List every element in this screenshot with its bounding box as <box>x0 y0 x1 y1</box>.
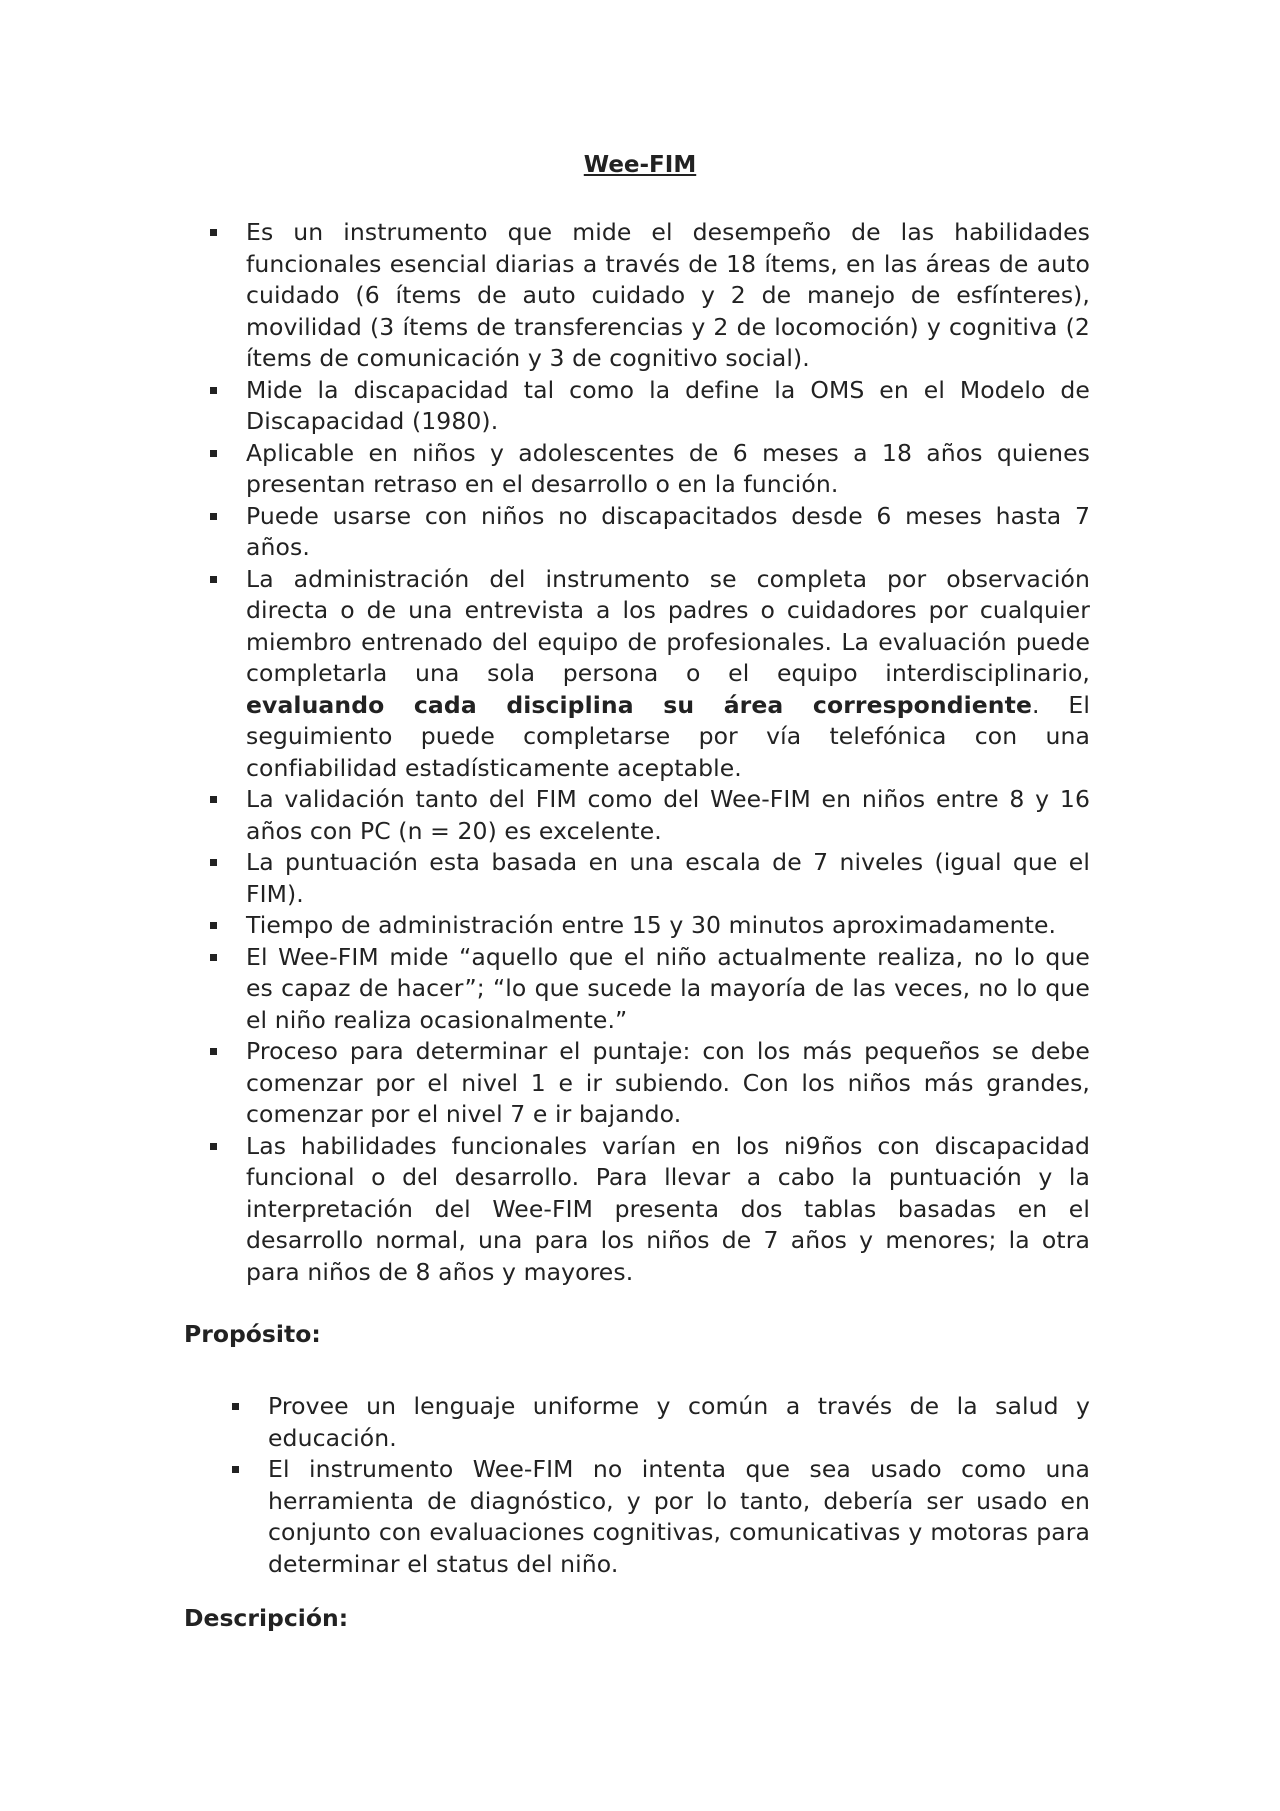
list-item-text-part: La administración del instrumento se completa por observación directa o de una entrevista a los padres o cuidadores por cualquier miembro entrenado del equipo de profesionales. La evaluación puede completarla una sola persona o el equipo interdisciplinario, <box>246 564 1090 687</box>
list-item <box>210 501 1090 564</box>
list-item <box>210 784 1090 847</box>
list-item-text: La validación tanto del FIM como del Wee-FIM en niños entre 8 y 16 años con PC (n = 20) es excelente. <box>246 785 1090 845</box>
list-item-text: Las habilidades funcionales varían en los ni9ños con discapacidad funcional o del desarrollo. Para llevar a cabo la puntuación y la interpretación del Wee-FIM presenta dos tablas basadas en el desarrollo normal, una para los niños de 7 años y menores; la otra para niños de 8 años y mayores. <box>246 1131 1090 1286</box>
list-item <box>232 1454 1090 1580</box>
square-bullet-icon <box>210 513 217 520</box>
list-item <box>210 910 1090 942</box>
square-bullet-icon <box>232 1466 239 1473</box>
list-item <box>210 564 1090 785</box>
list-item-text: Aplicable en niños y adolescentes de 6 meses a 18 años quienes presentan retraso en el desarrollo o en la función. <box>246 438 1090 498</box>
descripcion-heading: Descripción: <box>184 1604 349 1632</box>
square-bullet-icon <box>210 922 217 929</box>
proposito-bullet-list <box>232 1391 1090 1580</box>
square-bullet-icon <box>210 229 217 236</box>
list-item <box>210 375 1090 438</box>
proposito-heading: Propósito: <box>184 1320 321 1348</box>
square-bullet-icon <box>210 1143 217 1150</box>
list-item-text: Provee un lenguaje uniforme y común a través de la salud y educación. <box>268 1392 1090 1452</box>
list-item <box>210 942 1090 1037</box>
main-bullet-list <box>210 217 1090 1288</box>
list-item <box>210 438 1090 501</box>
list-item-text: Es un instrumento que mide el desempeño de las habilidades funcionales esencial diarias a través de 18 ítems, en las áreas de auto cuidado (6 ítems de auto cuidado y 2 de manejo de esfínteres), movilidad (3 ítems de transferencias y 2 de locomoción) y cognitiva (2 ítems de comunicación y 3 de cognitivo social). <box>246 218 1090 372</box>
emphasized-text: evaluando cada disciplina su área correspondiente <box>246 690 1033 719</box>
list-item-text: Mide la discapacidad tal como la define la OMS en el Modelo de Discapacidad (1980). <box>246 375 1090 435</box>
square-bullet-icon <box>210 576 217 583</box>
square-bullet-icon <box>210 859 217 866</box>
list-item-text: El Wee-FIM mide “aquello que el niño actualmente realiza, no lo que es capaz de hacer”; “lo que sucede la mayoría de las veces, no lo que el niño realiza ocasionalmente.” <box>246 942 1090 1034</box>
document-title: Wee-FIM <box>583 152 697 178</box>
square-bullet-icon <box>210 954 217 961</box>
square-bullet-icon <box>210 1048 217 1055</box>
list-item <box>232 1391 1090 1454</box>
list-item-text: Puede usarse con niños no discapacitados desde 6 meses hasta 7 años. <box>246 501 1090 561</box>
list-item <box>210 1131 1090 1289</box>
list-item-text-part: . El seguimiento puede completarse por vía telefónica con una confiabilidad estadísticamente aceptable. <box>246 690 1091 782</box>
list-item-text: La puntuación esta basada en una escala de 7 niveles (igual que el FIM). <box>246 848 1090 908</box>
list-item <box>210 847 1090 910</box>
square-bullet-icon <box>210 387 217 394</box>
list-item <box>210 1036 1090 1131</box>
list-item <box>210 217 1090 375</box>
list-item-text: Proceso para determinar el puntaje: con los más pequeños se debe comenzar por el nivel 1 e ir subiendo. Con los niños más grandes, comenzar por el nivel 7 e ir bajando. <box>246 1037 1090 1128</box>
square-bullet-icon <box>210 450 217 457</box>
list-item-text: Tiempo de administración entre 15 y 30 minutos aproximadamente. <box>246 911 1057 939</box>
square-bullet-icon <box>232 1403 239 1410</box>
list-item-text: El instrumento Wee-FIM no intenta que sea usado como una herramienta de diagnóstico, y por lo tanto, debería ser usado en conjunto con evaluaciones cognitivas, comunicativas y motoras para determinar el status del niño. <box>268 1455 1090 1578</box>
square-bullet-icon <box>210 796 217 803</box>
